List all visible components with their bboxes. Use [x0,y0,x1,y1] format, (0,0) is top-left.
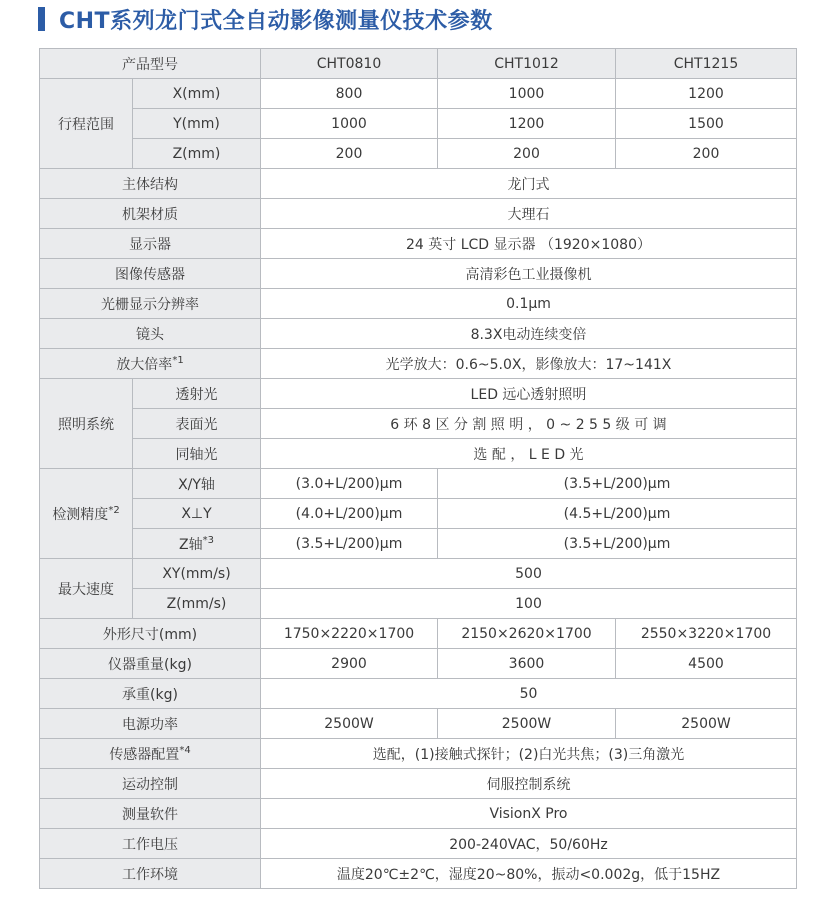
table-row [40,289,797,319]
table-cell: 选 配 ， L E D 光 [261,439,797,469]
table-cell: 3600 [438,649,616,679]
table-cell: 高清彩色工业摄像机 [261,259,797,289]
table-cell: (3.5+L/200)μm [438,469,797,499]
table-cell: 1750×2220×1700 [261,619,438,649]
table-cell: 大理石 [261,199,797,229]
table-cell: 4500 [616,649,797,679]
row-label: 光栅显示分辨率 [40,289,261,319]
table-cell: 2900 [261,649,438,679]
row-label: 机架材质 [40,199,261,229]
model-header: CHT1215 [616,49,797,79]
table-row [40,409,797,439]
table-cell: 8.3X电动连续变倍 [261,319,797,349]
header-label: 产品型号 [40,49,261,79]
table-row [40,379,797,409]
header-row [40,49,797,79]
table-row [40,469,797,499]
table-cell: 200 [438,139,616,169]
table-row [40,229,797,259]
sub-label [133,529,261,559]
table-cell: (3.0+L/200)μm [261,469,438,499]
sub-label: Y(mm) [133,109,261,139]
sub-label: XY(mm/s) [133,559,261,589]
row-label: 显示器 [40,229,261,259]
sub-label: 同轴光 [133,439,261,469]
sub-label: Z(mm/s) [133,589,261,619]
row-label: 运动控制 [40,769,261,799]
table-row [40,679,797,709]
table-cell: 500 [261,559,797,589]
spec-table [39,48,797,889]
footnote-mark: *4 [179,744,191,756]
table-cell: 200 [616,139,797,169]
table-cell: 2500W [438,709,616,739]
table-cell: 1000 [438,79,616,109]
table-row [40,499,797,529]
table-row [40,619,797,649]
row-label: 工作环境 [40,859,261,889]
row-label: 电源功率 [40,709,261,739]
speed-label: 最大速度 [40,559,133,619]
table-row [40,649,797,679]
table-row [40,799,797,829]
row-label: 图像传感器 [40,259,261,289]
table-cell: (4.5+L/200)μm [438,499,797,529]
footnote-mark: *1 [172,354,184,366]
table-row [40,139,797,169]
table-row [40,859,797,889]
table-row [40,769,797,799]
table-cell: 2550×3220×1700 [616,619,797,649]
footnote-mark: *3 [202,534,214,546]
table-cell: 24 英寸 LCD 显示器 （1920×1080） [261,229,797,259]
table-cell: 100 [261,589,797,619]
table-cell: 2500W [616,709,797,739]
row-label: 测量软件 [40,799,261,829]
table-cell: 光学放大：0.6~5.0X，影像放大：17~141X [261,349,797,379]
table-cell: 龙门式 [261,169,797,199]
table-row [40,829,797,859]
table-cell: (3.5+L/200)μm [438,529,797,559]
table-cell: 1000 [261,109,438,139]
accuracy-label [40,469,133,559]
footnote-mark: *2 [108,504,120,516]
row-label-text: 放大倍率 [116,356,173,373]
title-block [38,2,493,36]
row-label: 主体结构 [40,169,261,199]
sub-label: 透射光 [133,379,261,409]
table-cell: 6 环 8 区 分 割 照 明 ， 0 ~ 2 5 5 级 可 调 [261,409,797,439]
table-row [40,109,797,139]
table-row [40,589,797,619]
sub-label: X(mm) [133,79,261,109]
page-title: CHT系列龙门式全自动影像测量仪技术参数 [59,8,493,34]
table-cell: 2150×2620×1700 [438,619,616,649]
row-label-text: 传感器配置 [109,746,180,763]
table-cell: 1200 [616,79,797,109]
table-cell: 伺服控制系统 [261,769,797,799]
model-header: CHT0810 [261,49,438,79]
sub-label: 表面光 [133,409,261,439]
table-cell: 2500W [261,709,438,739]
row-label-text: 检测精度 [52,506,109,523]
table-cell: (4.0+L/200)μm [261,499,438,529]
table-cell: 200-240VAC，50/60Hz [261,829,797,859]
table-cell: 200 [261,139,438,169]
table-row [40,709,797,739]
table-cell: 选配，(1)接触式探针；(2)白光共焦；(3)三角激光 [261,739,797,769]
table-row [40,439,797,469]
table-row [40,739,797,769]
table-cell: LED 远心透射照明 [261,379,797,409]
sub-label: X/Y轴 [133,469,261,499]
row-label: 工作电压 [40,829,261,859]
sub-label: X⊥Y [133,499,261,529]
table-cell: 1200 [438,109,616,139]
row-label [40,739,261,769]
table-cell: 0.1μm [261,289,797,319]
title-accent-bar [38,7,45,31]
row-label: 仪器重量(kg) [40,649,261,679]
table-cell: (3.5+L/200)μm [261,529,438,559]
travel-label: 行程范围 [40,79,133,169]
row-label: 镜头 [40,319,261,349]
model-header: CHT1012 [438,49,616,79]
table-row [40,169,797,199]
row-label [40,349,261,379]
lighting-label: 照明系统 [40,379,133,469]
table-row [40,79,797,109]
table-row [40,559,797,589]
table-row [40,349,797,379]
table-cell: 800 [261,79,438,109]
table-cell: 1500 [616,109,797,139]
table-cell: 温度20℃±2℃，湿度20~80%，振动<0.002g，低于15HZ [261,859,797,889]
table-cell: VisionX Pro [261,799,797,829]
row-label: 承重(kg) [40,679,261,709]
table-row [40,319,797,349]
sub-label-text: Z轴 [179,536,203,553]
table-row [40,199,797,229]
table-row [40,259,797,289]
sub-label: Z(mm) [133,139,261,169]
row-label: 外形尺寸(mm) [40,619,261,649]
table-row [40,529,797,559]
table-cell: 50 [261,679,797,709]
